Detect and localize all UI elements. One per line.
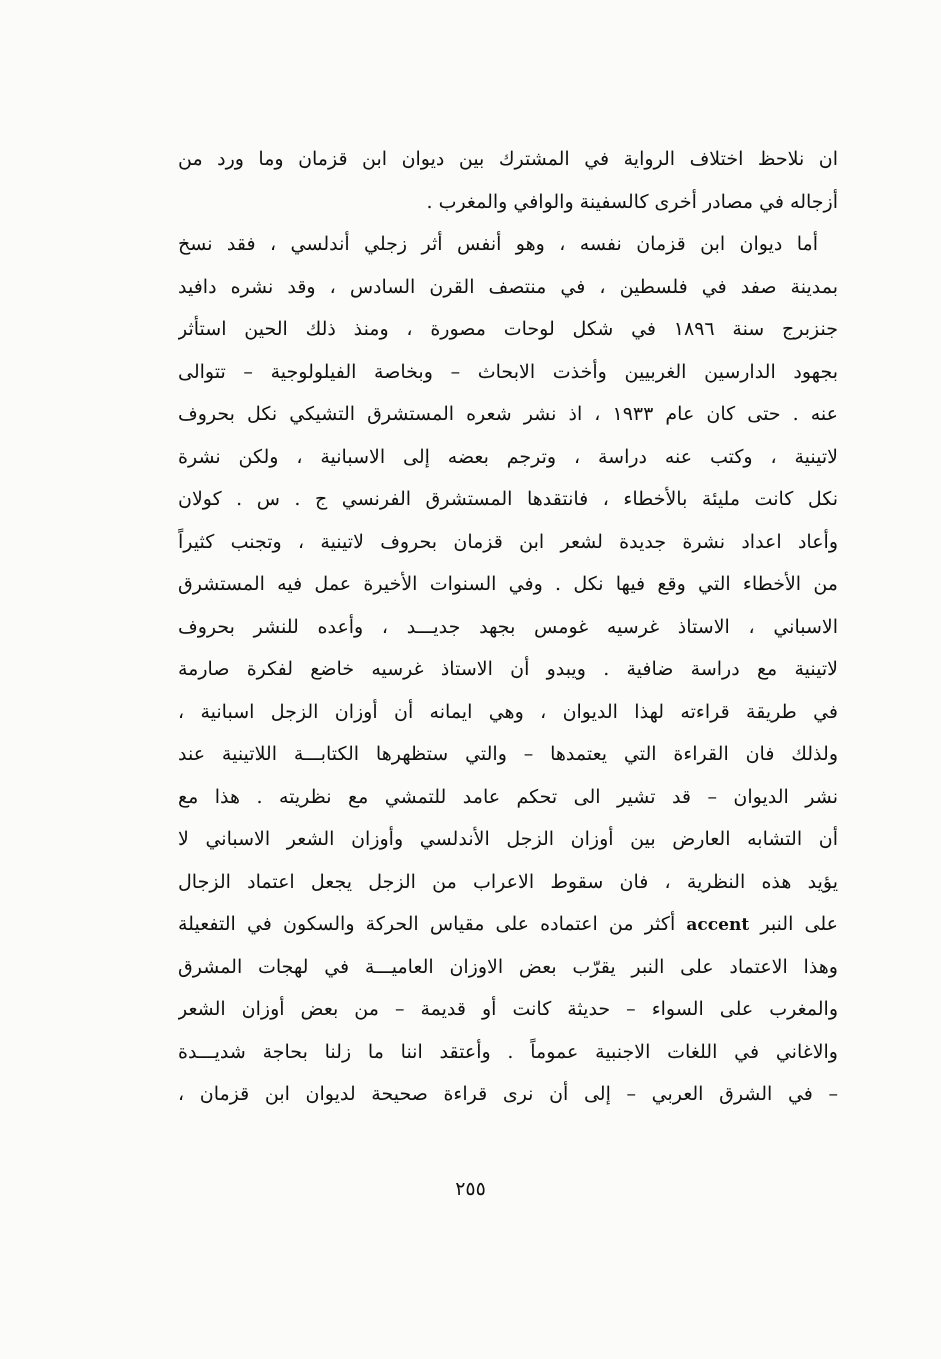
text-line: ولذلك فان القراءة التي يعتمدها – والتي ستظهرها الكتابـــة اللاتينية عند [178,743,838,765]
line-prefix: على النبر [760,913,838,935]
text-line: أن التشابه العارض بين أوزان الزجل الأندلسي وأوزان الشعر الاسباني لا [178,828,838,850]
text-line-with-latin [178,903,838,946]
text-line: الاسباني ، الاستاذ غرسيه غومس بجهد جديـــد ، وأعده للنشر بحروف [178,615,838,638]
text-line: يؤيد هذه النظرية ، فان سقوط الاعراب من الزجل يجعل اعتماد الزجال [178,870,838,893]
text-line: – في الشرق العربي – إلى أن نرى قراءة صحيحة لديوان ابن قزمان ، [178,1083,838,1105]
text-line: بجهود الدارسين الغربيين وأخذت الابحاث – وبخاصة الفيلولوجية – تتوالى [178,360,838,383]
text-line: في طريقة قراءته لهذا الديوان ، وهي ايمانه أن أوزان الزجل اسبانية ، [178,700,838,723]
text-line: أما ديوان ابن قزمان نفسه ، وهو أنفس أثر زجلي أندلسي ، فقد نسخ [178,233,818,255]
text-line: وهذا الاعتماد على النبر يقرّب بعض الاوزان العاميـــة في لهجات المشرق [178,955,838,978]
text-line: لاتينية مع دراسة ضافية . ويبدو أن الاستاذ غرسيه خاضع لفكرة صارمة [178,658,838,680]
text-line: ان نلاحظ اختلاف الرواية في المشترك بين ديوان ابن قزمان وما ورد من [178,148,838,170]
text-line: نشر الديوان – قد تشير الى تحكم عامد للتمشي مع نظريته . هذا مع [178,785,838,808]
body-text [178,138,838,1116]
text-line: أزجاله في مصادر أخرى كالسفينة والوافي والمغرب . [426,190,838,213]
line-remainder: أكثر من اعتماده على مقياس الحركة والسكون في التفعيلة [178,913,676,935]
text-line: والمغرب على السواء – حديثة كانت أو قديمة – من بعض أوزان الشعر [178,998,838,1020]
latin-term: accent [686,915,750,935]
text-line: جنزبرج سنة ١٨٩٦ في شكل لوحات مصورة ، ومنذ ذلك الحين استأثر [178,318,838,340]
text-line: لاتينية ، وكتب عنه دراسة ، وترجم بعضه إلى الاسبانية ، ولكن نشرة [178,445,838,468]
text-line: وأعاد اعداد نشرة جديدة لشعر ابن قزمان بحروف لاتينية ، وتجنب كثيراً [178,530,838,553]
page-number: ٢٥٥ [455,1178,486,1200]
text-line: بمدينة صفد في فلسطين ، في منتصف القرن السادس ، وقد نشره دافيد [178,275,838,298]
text-line: عنه . حتى كان عام ١٩٣٣ ، اذ نشر شعره المستشرق التشيكي نكل بحروف [178,403,838,425]
text-line: والاغاني في اللغات الاجنبية عموماً . وأعتقد اننا ما زلنا بحاجة شديـــدة [178,1040,838,1063]
text-line: نكل كانت مليئة بالأخطاء ، فانتقدها المستشرق الفرنسي ج . س . كولان [178,488,838,510]
text-line: من الأخطاء التي وقع فيها نكل . وفي السنوات الأخيرة عمل فيه المستشرق [178,573,838,595]
